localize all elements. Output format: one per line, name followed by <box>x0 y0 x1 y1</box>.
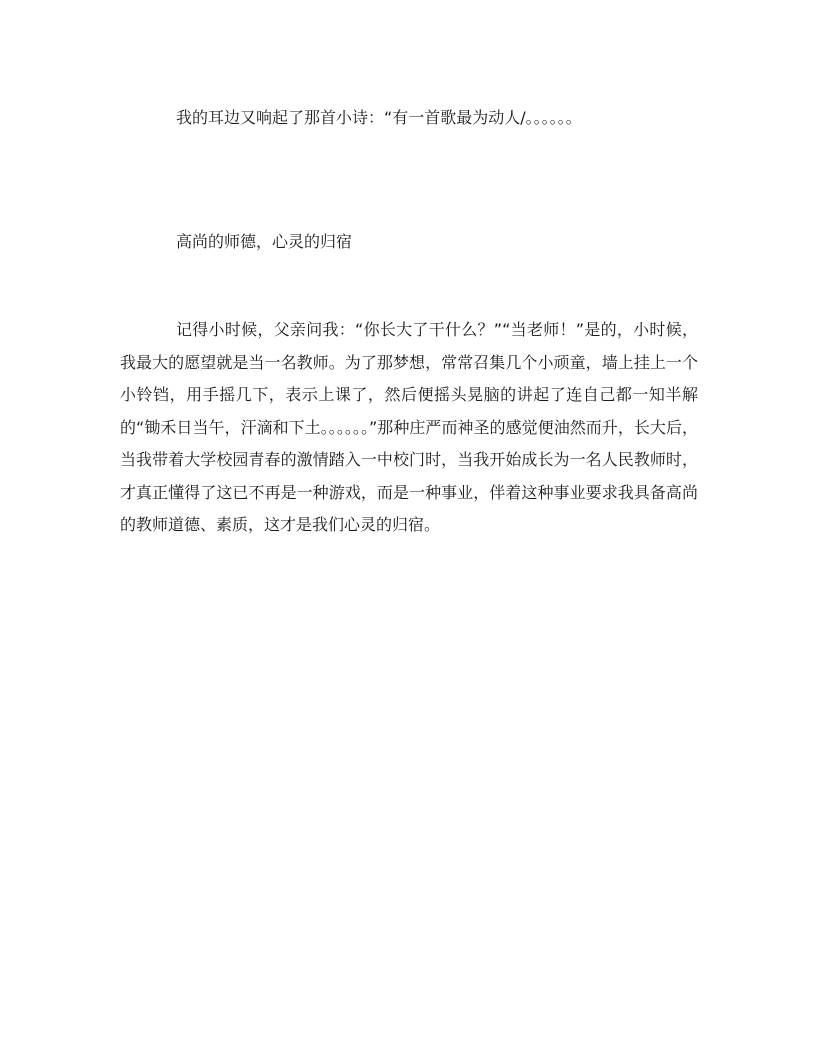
poem-line: 我的耳边又响起了那首小诗：“有一首歌最为动人/。。。。。。 <box>176 108 582 127</box>
section-heading: 高尚的师德，心灵的归宿 <box>176 232 353 251</box>
body-paragraph: 记得小时候，父亲问我：“你长大了干什么？”“当老师！”是的，小时候，我最大的愿望就是当一名教师。为了那梦想，常常召集几个小顽童，墙上挂上一个小铃铛，用手摇几下，表示上课了，然后便摇头晃脑的讲起了连自己都一知半解的“锄禾日当午，汗滴和下土。。。。。。”那种庄严而神圣的感觉便油然而升，长大后，当我带着大学校园青春的激情踏入一中校门时，当我开始成长为一名人民教师时，才真正懂得了这已不再是一种游戏，而是一种事业，伴着这种事业要求我具备高尚的教师道德、素质，这才是我们心灵的归宿。 <box>120 320 698 534</box>
